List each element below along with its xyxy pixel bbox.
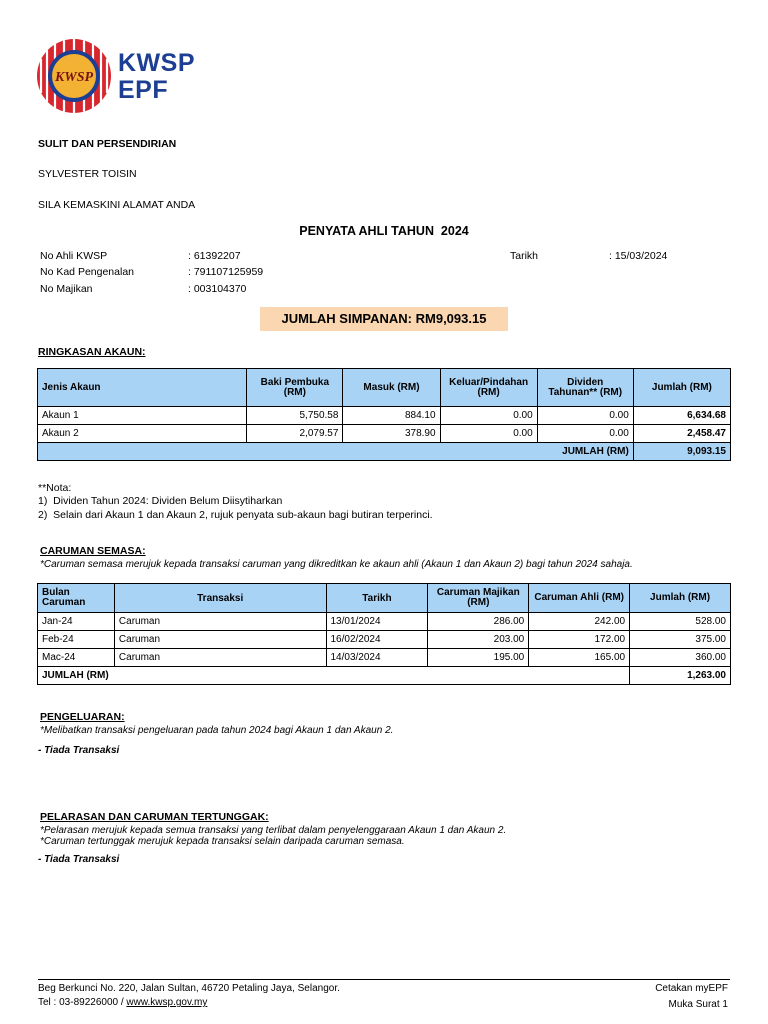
total-row — [38, 667, 731, 685]
table-row — [38, 407, 731, 425]
cell: 0.00 — [440, 425, 537, 443]
no-majikan-label: No Majikan — [40, 283, 93, 295]
nota-item-2: 2) Selain dari Akaun 1 dan Akaun 2, rujuk penyata sub-akaun bagi butiran terperinci. — [38, 509, 433, 521]
footer-address: Beg Berkunci No. 220, Jalan Sultan, 46720 Petaling Jaya, Selangor. — [38, 983, 340, 994]
cell: 13/01/2024 — [326, 613, 428, 631]
nota-title: **Nota: — [38, 482, 72, 494]
cell: 203.00 — [428, 631, 529, 649]
col-jumlah: Jumlah (RM) — [630, 584, 731, 613]
cell: 528.00 — [630, 613, 731, 631]
cell: 2,458.47 — [633, 425, 730, 443]
logo-text-epf: EPF — [118, 76, 169, 104]
table-row — [38, 631, 731, 649]
ringkasan-table — [37, 368, 731, 461]
footer-divider — [38, 979, 730, 980]
total-label: JUMLAH (RM) — [38, 443, 634, 461]
tarikh-value: : 15/03/2024 — [609, 250, 668, 262]
cell: Caruman — [114, 631, 326, 649]
no-kp-label: No Kad Pengenalan — [40, 266, 134, 278]
address-note: SILA KEMASKINI ALAMAT ANDA — [38, 199, 196, 211]
col-jumlah: Jumlah (RM) — [633, 369, 730, 407]
table-row — [38, 425, 731, 443]
cell: Caruman — [114, 649, 326, 667]
pelarasan-none: - Tiada Transaksi — [38, 854, 120, 865]
nota-item-1: 1) Dividen Tahun 2024: Dividen Belum Diisytiharkan — [38, 495, 283, 507]
kwsp-logo — [36, 38, 196, 118]
footer-page-number: Muka Surat 1 — [668, 999, 728, 1010]
cell: 5,750.58 — [247, 407, 343, 425]
cell: 0.00 — [440, 407, 537, 425]
col-transaksi: Transaksi — [114, 584, 326, 613]
cell: 172.00 — [529, 631, 630, 649]
footer-tel: Tel : 03-89226000 / — [38, 997, 124, 1008]
cell: Mac-24 — [38, 649, 115, 667]
kwsp-emblem-icon — [36, 38, 116, 118]
cell: Akaun 2 — [38, 425, 247, 443]
pelarasan-desc-1: *Pelarasan merujuk kepada semua transaksi yang terlibat dalam penyelenggaraan Akaun 1 dan Akaun 2. — [40, 825, 507, 836]
no-ahli-label: No Ahli KWSP — [40, 250, 108, 262]
caruman-desc: *Caruman semasa merujuk kepada transaksi caruman yang dikreditkan ke akaun ahli (Akaun 1 dan Akaun 2) bagi tahun 2024 sahaja. — [40, 559, 633, 570]
cell: 360.00 — [630, 649, 731, 667]
cell: Feb-24 — [38, 631, 115, 649]
tarikh-label: Tarikh — [510, 250, 539, 262]
col-tarikh: Tarikh — [326, 584, 428, 613]
cell: 2,079.57 — [247, 425, 343, 443]
cell: 0.00 — [537, 407, 633, 425]
cell: 884.10 — [343, 407, 440, 425]
no-majikan-value: : 003104370 — [188, 283, 247, 295]
cell: 0.00 — [537, 425, 633, 443]
member-name: SYLVESTER TOISIN — [38, 168, 137, 180]
table-row — [38, 649, 731, 667]
footer-contact — [38, 997, 207, 1008]
pengeluaran-none: - Tiada Transaksi — [38, 745, 120, 756]
cell: 195.00 — [428, 649, 529, 667]
pengeluaran-title: PENGELUARAN: — [40, 711, 125, 723]
svg-text:KWSP: KWSP — [54, 70, 94, 85]
footer-print-label: Cetakan myEPF — [655, 983, 728, 994]
cell: 375.00 — [630, 631, 731, 649]
cell: 378.90 — [343, 425, 440, 443]
total-value: 1,263.00 — [630, 667, 731, 685]
col-jenis-akaun: Jenis Akaun — [38, 369, 247, 407]
cell: 16/02/2024 — [326, 631, 428, 649]
footer-website-link[interactable]: www.kwsp.gov.my — [126, 997, 208, 1008]
pengeluaran-desc: *Melibatkan transaksi pengeluaran pada tahun 2024 bagi Akaun 1 dan Akaun 2. — [40, 725, 394, 736]
cell: 14/03/2024 — [326, 649, 428, 667]
cell: 165.00 — [529, 649, 630, 667]
cell: Caruman — [114, 613, 326, 631]
logo-text-kwsp: KWSP — [118, 49, 195, 77]
pelarasan-desc-2: *Caruman tertunggak merujuk kepada transaksi selain daripada caruman semasa. — [40, 836, 405, 847]
no-kp-value: : 791107125959 — [188, 266, 264, 278]
col-masuk: Masuk (RM) — [343, 369, 440, 407]
table-row — [38, 613, 731, 631]
confidential-label: SULIT DAN PERSENDIRIAN — [38, 138, 177, 150]
cell: 242.00 — [529, 613, 630, 631]
col-keluar: Keluar/Pindahan (RM) — [440, 369, 537, 407]
no-ahli-value: : 61392207 — [188, 250, 241, 262]
col-bulan: Bulan Caruman — [38, 584, 115, 613]
cell: Jan-24 — [38, 613, 115, 631]
cell: 6,634.68 — [633, 407, 730, 425]
statement-title: PENYATA AHLI TAHUN 2024 — [299, 224, 469, 238]
ringkasan-title: RINGKASAN AKAUN: — [38, 346, 146, 358]
total-label: JUMLAH (RM) — [38, 667, 630, 685]
col-caruman-ahli: Caruman Ahli (RM) — [529, 584, 630, 613]
caruman-table — [37, 583, 731, 685]
total-savings-banner: JUMLAH SIMPANAN: RM9,093.15 — [260, 307, 508, 331]
total-row — [38, 443, 731, 461]
total-value: 9,093.15 — [633, 443, 730, 461]
col-caruman-majikan: Caruman Majikan (RM) — [428, 584, 529, 613]
col-dividen: Dividen Tahunan** (RM) — [537, 369, 633, 407]
cell: 286.00 — [428, 613, 529, 631]
col-baki-pembuka: Baki Pembuka (RM) — [247, 369, 343, 407]
cell: Akaun 1 — [38, 407, 247, 425]
pelarasan-title: PELARASAN DAN CARUMAN TERTUNGGAK: — [40, 811, 269, 823]
caruman-title: CARUMAN SEMASA: — [40, 545, 146, 557]
